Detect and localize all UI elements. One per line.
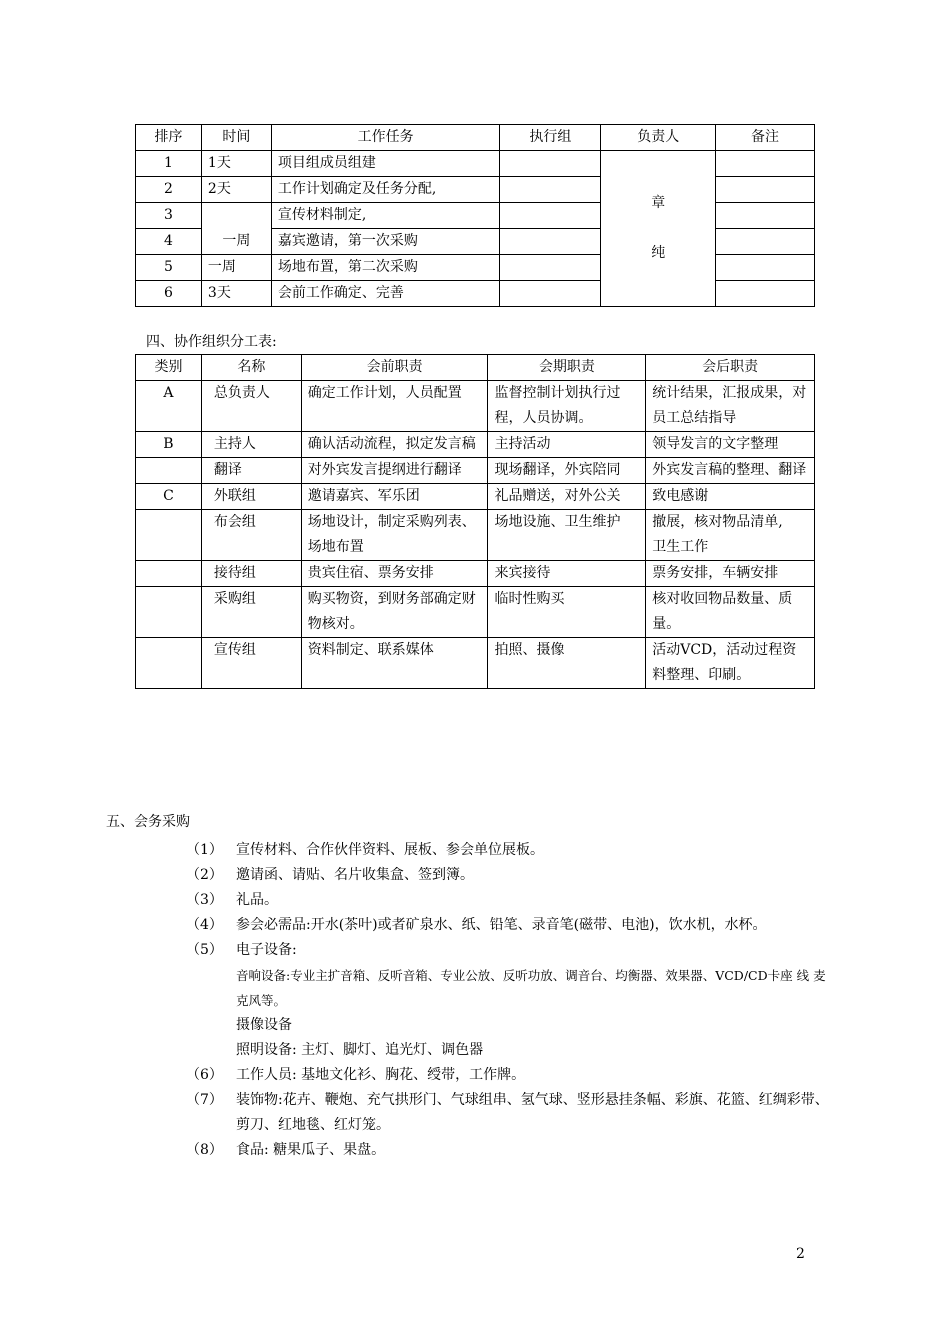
item-number: （6） [186,1067,223,1083]
order-cell: 5 [136,255,202,281]
list-item [146,1038,836,1063]
after-cell: 核对收回物品数量、质量。 [646,587,815,638]
remarks-cell [716,203,815,229]
category-cell [136,587,202,638]
after-line-1: 撤展，核对物品清单, [652,514,783,530]
before-cell: 购买物资，到财务部确定财物核对。 [301,587,488,638]
table-row [136,458,815,484]
schedule-header-row [136,125,815,151]
list-item [146,1088,836,1138]
list-item [146,1013,836,1038]
during-cell: 来宾接待 [488,561,646,587]
category-cell [136,458,202,484]
header-before: 会前职责 [301,355,488,381]
before-cell: 贵宾住宿、票务安排 [301,561,488,587]
remarks-cell [716,229,815,255]
name-cell: 布会组 [201,510,301,561]
list-item [146,888,836,913]
name-cell: 总负责人 [201,381,301,432]
after-cell: 票务安排，车辆安排 [646,561,815,587]
after-cell: 活动VCD，活动过程资料整理、印刷。 [646,638,815,689]
name-cell: 宣传组 [201,638,301,689]
header-category: 类别 [136,355,202,381]
group-cell [500,229,601,255]
table-row [136,432,815,458]
header-name: 名称 [201,355,301,381]
order-cell: 6 [136,281,202,307]
item-number: （5） [186,942,223,958]
section5-title-text: 五、会务采购 [106,814,190,830]
item-text: 参会必需品:开水(茶叶)或者矿泉水、纸、铅笔、录音笔(磁带、电池)，饮水机，水杯。 [236,917,767,933]
item-number: （7） [186,1092,223,1108]
list-item [146,1138,836,1163]
task-cell: 嘉宾邀请，第一次采购 [271,229,500,255]
responsible-char-1: 章 [651,195,666,211]
during-cell: 礼品赠送，对外公关 [488,484,646,510]
order-cell: 3 [136,203,202,229]
name-cell: 接待组 [201,561,301,587]
time-cell: 2天 [201,177,271,203]
after-cell: 领导发言的文字整理 [646,432,815,458]
item-text: 音响设备:专业主扩音箱、反听音箱、专业公放、反听功放、调音台、均衡器、效果器、VCD/CD卡座 线 麦克风等。 [236,968,826,1008]
before-cell: 场地设计，制定采购列表、场地布置 [301,510,488,561]
responsible-char-2: 纯 [651,245,666,261]
table-row [136,638,815,689]
header-group: 执行组 [500,125,601,151]
header-remarks: 备注 [716,125,815,151]
category-cell: A [136,381,202,432]
item-text: 工作人员: 基地文化衫、胸花、绶带，工作牌。 [236,1067,526,1083]
list-item [146,963,836,1013]
order-cell: 2 [136,177,202,203]
item-text: 宣传材料、合作伙伴资料、展板、参会单位展板。 [236,842,544,858]
category-cell [136,510,202,561]
group-cell [500,203,601,229]
name-cell: 翻译 [201,458,301,484]
table-row [136,484,815,510]
task-cell: 会前工作确定、完善 [271,281,500,307]
after-cell: 致电感谢 [646,484,815,510]
list-item [146,938,836,963]
section4-title: 四、协作组织分工表: [146,334,277,350]
header-time: 时间 [201,125,271,151]
name-cell: 外联组 [201,484,301,510]
list-item [146,838,836,863]
after-line-2: 卫生工作 [652,539,709,555]
item-text: 食品: 糖果瓜子、果盘。 [236,1142,386,1158]
after-cell: 外宾发言稿的整理、翻译 [646,458,815,484]
header-task: 工作任务 [271,125,500,151]
table-row [136,381,815,432]
header-after: 会后职责 [646,355,815,381]
item-text: 照明设备: 主灯、脚灯、追光灯、调色器 [236,1042,484,1058]
remarks-cell [716,151,815,177]
before-cell: 确认活动流程，拟定发言稿 [301,432,488,458]
before-cell: 确定工作计划，人员配置 [301,381,488,432]
time-cell: 3天 [201,281,271,307]
task-cell: 场地布置，第二次采购 [271,255,500,281]
order-cell: 1 [136,151,202,177]
time-cell: 1天 [201,151,271,177]
item-text: 邀请函、请贴、名片收集盒、签到簿。 [236,867,474,883]
during-cell: 场地设施、卫生维护 [488,510,646,561]
item-text: 摄像设备 [236,1017,292,1033]
category-cell [136,561,202,587]
time-cell-merged: 一周 [201,203,271,255]
table-row [136,510,815,561]
item-text: 电子设备: [236,942,297,958]
schedule-table [135,124,815,307]
before-cell: 邀请嘉宾、军乐团 [301,484,488,510]
list-item [146,913,836,938]
page-number: 2 [796,1246,805,1262]
after-cell: 统计结果，汇报成果，对员工总结指导 [646,381,815,432]
remarks-cell [716,255,815,281]
item-number: （2） [186,867,223,883]
item-number: （4） [186,917,223,933]
task-cell: 宣传材料制定, [271,203,500,229]
before-cell: 资料制定、联系媒体 [301,638,488,689]
category-cell [136,638,202,689]
group-cell [500,177,601,203]
item-number: （1） [186,842,223,858]
category-cell: C [136,484,202,510]
task-cell: 项目组成员组建 [271,151,500,177]
after-cell [646,510,815,561]
during-cell: 拍照、摄像 [488,638,646,689]
group-cell [500,281,601,307]
responsible-cell [601,151,716,307]
division-table [135,354,815,689]
during-cell: 现场翻译，外宾陪同 [488,458,646,484]
header-during: 会期职责 [488,355,646,381]
time-cell: 一周 [201,255,271,281]
group-cell [500,151,601,177]
item-number: （3） [186,892,223,908]
table-row [136,151,815,177]
name-cell: 采购组 [201,587,301,638]
header-responsible: 负责人 [601,125,716,151]
purchase-section [106,810,836,1163]
before-cell: 对外宾发言提纲进行翻译 [301,458,488,484]
during-cell: 临时性购买 [488,587,646,638]
category-cell: B [136,432,202,458]
list-item [146,863,836,888]
division-header-row [136,355,815,381]
item-text: 装饰物:花卉、鞭炮、充气拱形门、气球组串、氢气球、竖形悬挂条幅、彩旗、花篮、红绸彩带、剪刀、红地毯、红灯笼。 [236,1092,829,1133]
list-item [146,1063,836,1088]
remarks-cell [716,281,815,307]
header-order: 排序 [136,125,202,151]
group-cell [500,255,601,281]
during-cell: 主持活动 [488,432,646,458]
item-text: 礼品。 [236,892,278,908]
section5-title [106,810,836,835]
during-cell: 监督控制计划执行过程，人员协调。 [488,381,646,432]
task-cell: 工作计划确定及任务分配, [271,177,500,203]
order-cell: 4 [136,229,202,255]
name-cell: 主持人 [201,432,301,458]
table-row [136,561,815,587]
item-number: （8） [186,1142,223,1158]
remarks-cell [716,177,815,203]
table-row [136,587,815,638]
